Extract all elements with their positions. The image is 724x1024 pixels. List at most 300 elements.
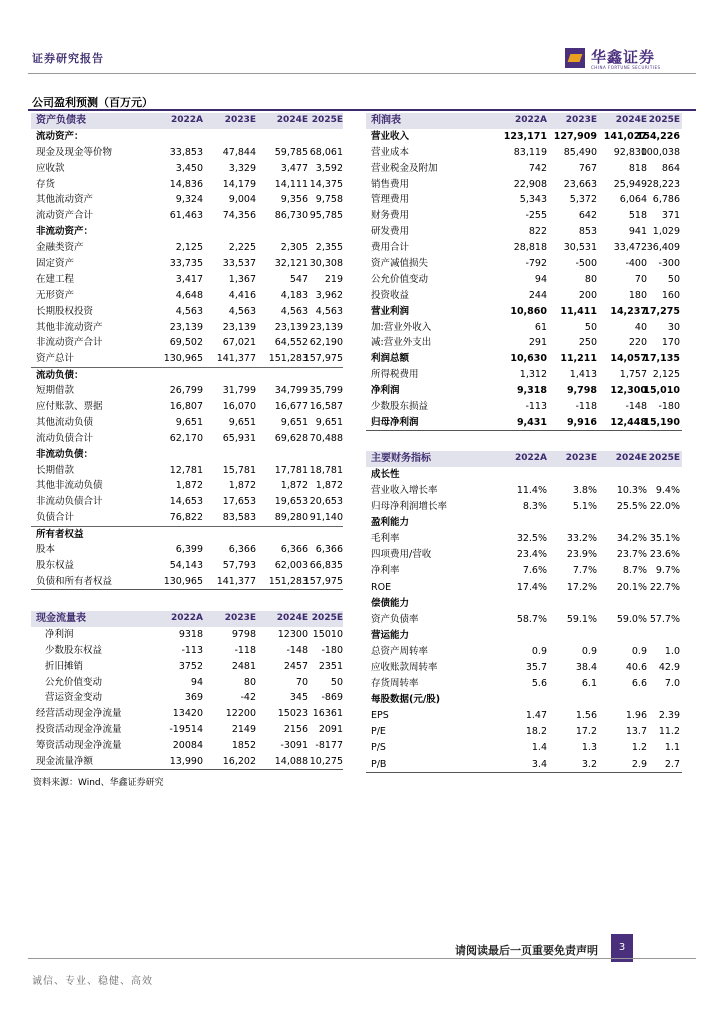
- cell-value: 50: [330, 676, 343, 688]
- cell-value: 100,038: [640, 146, 680, 158]
- table-row: [31, 659, 343, 675]
- cell-value: 23,663: [563, 178, 597, 190]
- row-label: 短期借款: [36, 385, 75, 397]
- cell-value: 14,237: [610, 305, 647, 317]
- cell-value: 157,975: [303, 353, 343, 365]
- cell-value: 19,653: [274, 496, 308, 508]
- cell-value: 9318: [178, 628, 203, 640]
- cell-value: 30: [667, 321, 680, 333]
- row-label: 存货周转率: [371, 678, 419, 690]
- table-row: [366, 596, 682, 612]
- cell-value: 151,283: [268, 353, 308, 365]
- cell-value: -500: [575, 258, 597, 270]
- row-label: 资产总计: [36, 353, 75, 365]
- table-row: [366, 757, 682, 773]
- cell-value: 69,628: [274, 432, 308, 444]
- cell-value: 80: [584, 273, 597, 285]
- row-label: P/B: [371, 758, 387, 770]
- row-label: 固定资产: [36, 258, 75, 270]
- table-row: [366, 335, 682, 351]
- footer-divider: [28, 958, 696, 959]
- cell-value: 1,029: [652, 226, 680, 238]
- year-header: 2023E: [224, 613, 256, 623]
- row-label: 研发费用: [371, 226, 410, 238]
- cell-value: 94: [190, 676, 203, 688]
- table-header: [366, 451, 682, 467]
- table-row: [31, 526, 343, 542]
- cell-value: -118: [575, 401, 597, 413]
- cell-value: 30,308: [309, 258, 343, 270]
- cell-value: 16,070: [222, 401, 256, 413]
- table-row: [366, 628, 682, 644]
- cell-value: -3091: [280, 740, 308, 752]
- cell-value: -180: [658, 401, 680, 413]
- cell-value: 3.4: [531, 758, 547, 770]
- row-label: 盈利能力: [371, 517, 410, 529]
- cell-value: 35.7: [525, 662, 547, 674]
- row-label: 所有者权益: [36, 529, 84, 541]
- table-row: [366, 612, 682, 628]
- row-label: 其他流动资产: [36, 194, 94, 206]
- cell-value: 1.3: [581, 742, 597, 754]
- table-header: [31, 611, 343, 627]
- cell-value: 9,431: [516, 416, 547, 428]
- cell-value: -255: [525, 210, 547, 222]
- cell-value: 4,183: [280, 289, 308, 301]
- table-row: [366, 177, 682, 193]
- cell-value: 1,872: [228, 480, 256, 492]
- row-label: 营业成本: [371, 146, 410, 158]
- table-row: [31, 383, 343, 399]
- cell-value: 5.1%: [572, 501, 597, 513]
- table-row: [31, 272, 343, 288]
- cell-value: 7.6%: [522, 565, 547, 577]
- year-header: 2024E: [615, 115, 647, 125]
- row-label: 投资活动现金净流量: [36, 724, 122, 736]
- row-label: 应收款: [36, 162, 65, 174]
- row-label: 公允价值变动: [371, 273, 429, 285]
- table-row: [31, 542, 343, 558]
- year-header: 2022A: [170, 613, 203, 623]
- cell-value: 28,223: [646, 178, 680, 190]
- table-row: [366, 320, 682, 336]
- cell-value: 157,975: [303, 575, 343, 587]
- cell-value: -180: [321, 644, 343, 656]
- row-label: 资产减值损失: [371, 258, 429, 270]
- cell-value: 74,356: [222, 210, 256, 222]
- table-row: [366, 692, 682, 708]
- cell-value: 23.7%: [616, 549, 647, 561]
- table-row: [31, 415, 343, 431]
- cell-value: 219: [324, 273, 343, 285]
- table-row: [366, 145, 682, 161]
- cell-value: 76,822: [169, 512, 203, 524]
- table-row: [31, 447, 343, 463]
- cell-value: 9,758: [315, 194, 343, 206]
- table-row: [366, 304, 682, 320]
- company-logo: [565, 46, 675, 74]
- table-row: [366, 676, 682, 692]
- cell-value: 127,909: [553, 130, 597, 142]
- cell-value: 50: [667, 273, 680, 285]
- cell-value: 23,139: [169, 321, 203, 333]
- cell-value: 62,170: [169, 432, 203, 444]
- cell-value: 22,908: [513, 178, 547, 190]
- cell-value: 6.6: [631, 678, 647, 690]
- year-header: 2023E: [224, 115, 256, 125]
- table-row: [366, 515, 682, 531]
- cell-value: 17.2%: [566, 581, 597, 593]
- cell-value: -400: [625, 258, 647, 270]
- table-title: 资产负债表: [36, 115, 86, 126]
- row-label: 偿债能力: [371, 597, 410, 609]
- cell-value: 2091: [318, 724, 343, 736]
- table-row: [366, 467, 682, 483]
- cell-value: 9,916: [566, 416, 597, 428]
- row-label: 总资产周转率: [371, 645, 429, 657]
- cell-value: 11,211: [560, 353, 597, 365]
- cell-value: -118: [234, 644, 256, 656]
- cell-value: 642: [578, 210, 597, 222]
- cell-value: 70: [634, 273, 647, 285]
- cell-value: 92,830: [613, 146, 647, 158]
- logo-mark-icon: [565, 48, 585, 68]
- table-row: [31, 494, 343, 510]
- row-label: 归母净利润增长率: [371, 501, 448, 513]
- row-label: 非流动资产合计: [36, 337, 103, 349]
- header-divider: [28, 73, 696, 74]
- cell-value: 26,799: [169, 385, 203, 397]
- cell-value: 33,853: [169, 146, 203, 158]
- row-label: 应收账款周转率: [371, 662, 438, 674]
- cell-value: 3752: [178, 660, 203, 672]
- cell-value: 89,280: [274, 512, 308, 524]
- cell-value: 17,781: [274, 464, 308, 476]
- cell-value: 67,021: [222, 337, 256, 349]
- table-row: [366, 483, 682, 499]
- table-row: [31, 367, 343, 383]
- cell-value: 59.0%: [616, 613, 647, 625]
- table-row: [366, 708, 682, 724]
- cell-value: 345: [289, 692, 308, 704]
- year-header: 2024E: [615, 453, 647, 463]
- table-row: [31, 177, 343, 193]
- cell-value: 34,799: [274, 385, 308, 397]
- cell-value: 2481: [231, 660, 256, 672]
- cell-value: 33,537: [222, 258, 256, 270]
- cell-value: 6,366: [228, 544, 256, 556]
- cell-value: 35,799: [309, 385, 343, 397]
- table-row: [31, 256, 343, 272]
- cell-value: 11.4%: [516, 484, 547, 496]
- cell-value: -300: [658, 258, 680, 270]
- table-row: [31, 627, 343, 643]
- cell-value: 2,355: [315, 242, 343, 254]
- cell-value: 371: [661, 210, 680, 222]
- cell-value: 11.2: [658, 726, 680, 738]
- table-row: [366, 192, 682, 208]
- cell-value: 9,651: [315, 416, 343, 428]
- cell-value: 1,367: [228, 273, 256, 285]
- cell-value: 6,786: [652, 194, 680, 206]
- cell-value: 2,125: [175, 242, 203, 254]
- cell-value: 1.0: [664, 645, 680, 657]
- cell-value: 22.7%: [649, 581, 680, 593]
- row-label: 财务费用: [371, 210, 410, 222]
- cell-value: 1,757: [619, 369, 647, 381]
- cell-value: 17,275: [643, 305, 680, 317]
- row-label: 加:营业外收入: [371, 321, 432, 333]
- cell-value: 5,343: [519, 194, 547, 206]
- cell-value: 18,781: [309, 464, 343, 476]
- table-header: [366, 113, 682, 129]
- cell-value: 2156: [283, 724, 308, 736]
- cell-value: 818: [628, 162, 647, 174]
- year-header: 2025E: [311, 613, 343, 623]
- cell-value: 94: [534, 273, 547, 285]
- cell-value: 9,798: [566, 385, 597, 397]
- cell-value: -42: [240, 692, 256, 704]
- cell-value: 2.9: [631, 758, 647, 770]
- year-header: 2023E: [565, 115, 597, 125]
- cell-value: 22.0%: [649, 501, 680, 513]
- row-label: 流动负债合计: [36, 432, 94, 444]
- cell-value: 0.9: [631, 645, 647, 657]
- cell-value: 4,563: [315, 305, 343, 317]
- row-label: 销售费用: [371, 178, 410, 190]
- cell-value: 6.1: [581, 678, 597, 690]
- cell-value: 23,139: [222, 321, 256, 333]
- cell-value: -869: [321, 692, 343, 704]
- cell-value: 1,872: [315, 480, 343, 492]
- cell-value: 14,088: [274, 756, 308, 768]
- table-row: [31, 145, 343, 161]
- cell-value: -113: [181, 644, 203, 656]
- cell-value: 1852: [231, 740, 256, 752]
- cell-value: 23.4%: [516, 549, 547, 561]
- cell-value: 767: [578, 162, 597, 174]
- row-label: EPS: [371, 710, 389, 722]
- row-label: 筹资活动现金净流量: [36, 740, 122, 752]
- cell-value: 220: [628, 337, 647, 349]
- row-label: 长期借款: [36, 464, 75, 476]
- cell-value: 941: [628, 226, 647, 238]
- cell-value: 33,735: [169, 258, 203, 270]
- cell-value: 12300: [277, 628, 308, 640]
- cell-value: 853: [578, 226, 597, 238]
- disclaimer-note: 请阅读最后一页重要免责声明: [455, 944, 598, 957]
- cell-value: 2,225: [228, 242, 256, 254]
- table-row: [31, 351, 343, 367]
- cell-value: 3.2: [581, 758, 597, 770]
- cell-value: 1,872: [175, 480, 203, 492]
- cell-value: 0.9: [581, 645, 597, 657]
- cell-value: 1.96: [625, 710, 647, 722]
- cell-value: 15,010: [643, 385, 680, 397]
- cell-value: 4,563: [175, 305, 203, 317]
- cell-value: 9,004: [228, 194, 256, 206]
- cell-value: 3,417: [175, 273, 203, 285]
- row-label: 公允价值变动: [45, 676, 103, 688]
- year-header: 2024E: [276, 613, 308, 623]
- cell-value: 70,488: [309, 432, 343, 444]
- cell-value: 2.39: [658, 710, 680, 722]
- cell-value: 9.7%: [655, 565, 680, 577]
- cell-value: 518: [628, 210, 647, 222]
- title-underline: [28, 109, 696, 111]
- cell-value: 86,730: [274, 210, 308, 222]
- cell-value: 2457: [283, 660, 308, 672]
- cell-value: 3,450: [175, 162, 203, 174]
- year-header: 2022A: [514, 115, 547, 125]
- cell-value: 8.3%: [522, 501, 547, 513]
- cell-value: 20.1%: [616, 581, 647, 593]
- cell-value: 13420: [172, 708, 203, 720]
- cell-value: 14,057: [610, 353, 647, 365]
- financial-ratios-table: [366, 451, 682, 773]
- cell-value: 291: [528, 337, 547, 349]
- cell-value: 40: [634, 321, 647, 333]
- cell-value: 6,366: [280, 544, 308, 556]
- cell-value: 1.47: [525, 710, 547, 722]
- row-label: 成长性: [371, 468, 400, 480]
- row-label: 金融类资产: [36, 242, 84, 254]
- table-row: [366, 415, 682, 431]
- table-row: [31, 643, 343, 659]
- table-row: [31, 722, 343, 738]
- table-row: [31, 320, 343, 336]
- table-row: [366, 531, 682, 547]
- row-label: 营运资金变动: [45, 692, 103, 704]
- row-label: 营业税金及附加: [371, 162, 438, 174]
- cell-value: 0.9: [531, 645, 547, 657]
- cell-value: 9.4%: [655, 484, 680, 496]
- cell-value: 9798: [231, 628, 256, 640]
- cell-value: 54,143: [169, 559, 203, 571]
- cell-value: 64,552: [274, 337, 308, 349]
- year-header: 2025E: [311, 115, 343, 125]
- row-label: 四项费用/营收: [371, 549, 432, 561]
- cell-value: 16,807: [169, 401, 203, 413]
- cell-value: 1,413: [569, 369, 597, 381]
- row-label: 股东权益: [36, 559, 75, 571]
- cell-value: 33.2%: [566, 533, 597, 545]
- cell-value: 4,563: [228, 305, 256, 317]
- cell-value: 180: [628, 289, 647, 301]
- cell-value: 123,171: [503, 130, 547, 142]
- cell-value: 1.2: [631, 742, 647, 754]
- row-label: 管理费用: [371, 194, 410, 206]
- row-label: 非流动资产：: [36, 226, 94, 238]
- cell-value: 23,139: [309, 321, 343, 333]
- cell-value: 9,651: [175, 416, 203, 428]
- table-row: [366, 563, 682, 579]
- row-label: 流动资产合计: [36, 210, 94, 222]
- row-label: 经营活动现金净流量: [36, 708, 122, 720]
- cell-value: 9,324: [175, 194, 203, 206]
- table-row: [366, 740, 682, 756]
- cell-value: 62,003: [274, 559, 308, 571]
- table-row: [31, 129, 343, 145]
- row-label: 负债和所有者权益: [36, 575, 113, 587]
- cell-value: 62,190: [309, 337, 343, 349]
- cell-value: 83,119: [513, 146, 547, 158]
- cell-value: 95,785: [309, 210, 343, 222]
- row-label: 资产负债率: [371, 613, 419, 625]
- table-row: [31, 558, 343, 574]
- income-statement-table: [366, 113, 682, 431]
- row-label: 流动资产：: [36, 130, 84, 142]
- row-label: 营运能力: [371, 629, 410, 641]
- cell-value: 130,965: [163, 353, 203, 365]
- cell-value: 57.7%: [649, 613, 680, 625]
- table-row: [31, 690, 343, 706]
- row-label: 在建工程: [36, 273, 75, 285]
- row-label: 营业利润: [371, 305, 410, 317]
- table-row: [31, 224, 343, 240]
- row-label: 费用合计: [371, 242, 410, 254]
- row-label: P/S: [371, 742, 386, 754]
- row-label: 长期股权投资: [36, 305, 94, 317]
- cell-value: 69,502: [169, 337, 203, 349]
- table-row: [31, 288, 343, 304]
- cell-value: 369: [184, 692, 203, 704]
- cell-value: 59.1%: [566, 613, 597, 625]
- table-title: 利润表: [371, 115, 401, 126]
- table-row: [31, 240, 343, 256]
- cell-value: 14,179: [222, 178, 256, 190]
- cell-value: 61: [534, 321, 547, 333]
- cell-value: 14,111: [274, 178, 308, 190]
- table-row: [366, 240, 682, 256]
- cell-value: 23.6%: [649, 549, 680, 561]
- row-label: 流动负债：: [36, 370, 84, 382]
- cell-value: 83,583: [222, 512, 256, 524]
- table-row: [31, 463, 343, 479]
- cell-value: 15,190: [643, 416, 680, 428]
- cell-value: 66,835: [309, 559, 343, 571]
- cell-value: 25,949: [613, 178, 647, 190]
- table-title: 主要财务指标: [371, 453, 431, 464]
- cell-value: 11,411: [560, 305, 597, 317]
- cell-value: 170: [661, 337, 680, 349]
- cell-value: 3.8%: [572, 484, 597, 496]
- cell-value: 1.56: [575, 710, 597, 722]
- row-label: 非流动负债：: [36, 448, 94, 460]
- row-label: 股本: [36, 544, 56, 556]
- table-row: [366, 547, 682, 563]
- cell-value: 35.1%: [649, 533, 680, 545]
- table-row: [366, 208, 682, 224]
- cell-value: 68,061: [309, 146, 343, 158]
- cell-value: 61,463: [169, 210, 203, 222]
- cell-value: 36,409: [646, 242, 680, 254]
- cell-value: 17,653: [222, 496, 256, 508]
- table-row: [31, 335, 343, 351]
- table-row: [366, 399, 682, 415]
- row-label: 所得税费用: [371, 369, 419, 381]
- row-label: 营业收入: [371, 130, 410, 142]
- cell-value: 2149: [231, 724, 256, 736]
- table-row: [31, 738, 343, 754]
- table-row: [31, 706, 343, 722]
- table-title: 现金流量表: [36, 613, 86, 624]
- cell-value: 14,375: [309, 178, 343, 190]
- table-row: [31, 574, 343, 590]
- cell-value: 16,202: [222, 756, 256, 768]
- cell-value: 6,366: [315, 544, 343, 556]
- cell-value: 17.2: [575, 726, 597, 738]
